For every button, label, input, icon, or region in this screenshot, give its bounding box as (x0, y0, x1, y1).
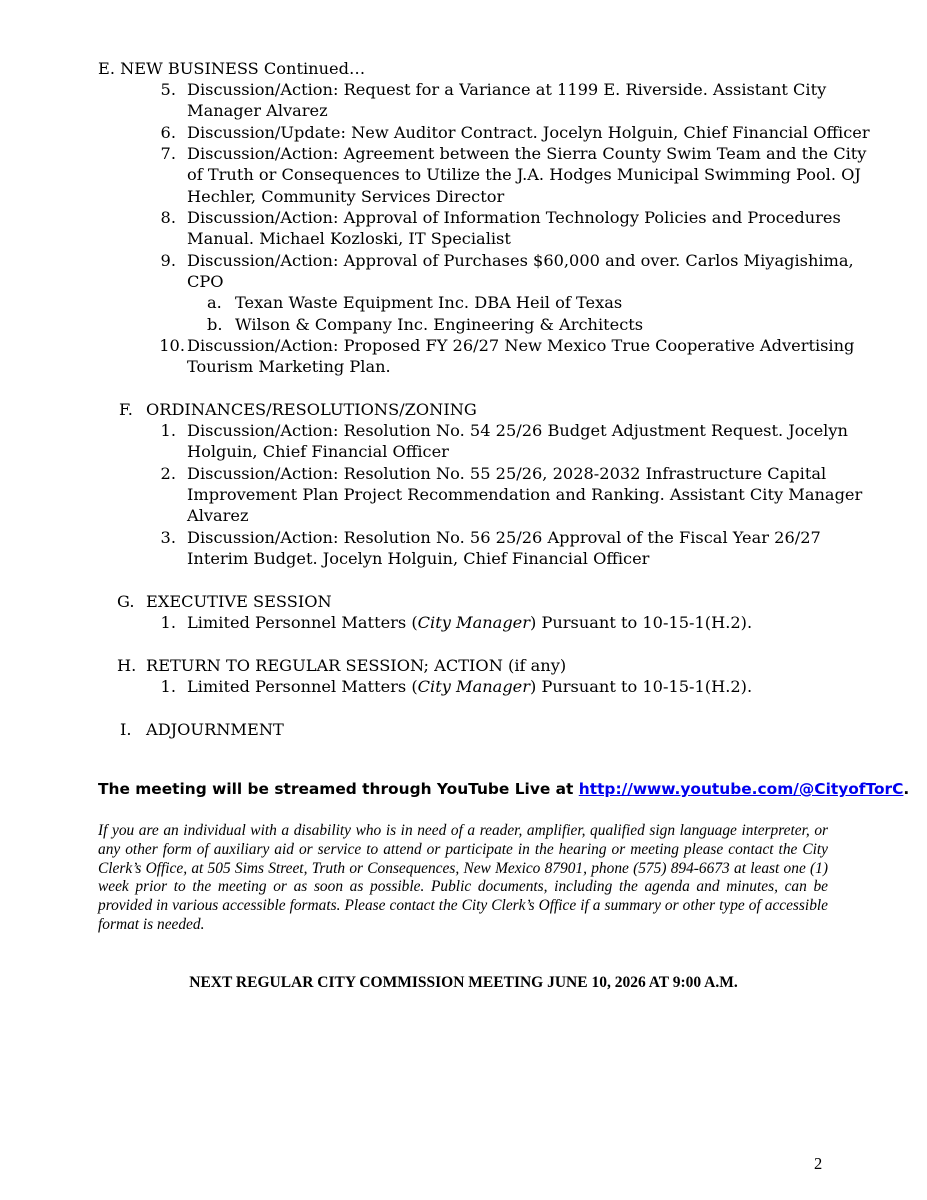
section-g-heading: EXECUTIVE SESSION (146, 592, 332, 611)
section-letter: F. (119, 400, 133, 419)
agenda-item-text: of Truth or Consequences to Utilize the J.A. Hodges Municipal Swimming Pool. OJ (187, 165, 861, 184)
agenda-item-text: CPO (187, 272, 224, 291)
item-number: 1. (160, 677, 176, 696)
item-number: 8. (160, 208, 176, 227)
item-number: 10. (159, 336, 185, 355)
item-number: 6. (160, 123, 176, 142)
agenda-item-text: Limited Personnel Matters (City Manager) Pursuant to 10-15-1(H.2). (187, 677, 753, 696)
agenda-item-text: Discussion/Action: Resolution No. 56 25/26 Approval of the Fiscal Year 26/27 (187, 528, 821, 547)
agenda-item-text: Discussion/Action: Proposed FY 26/27 New Mexico True Cooperative Advertising (187, 336, 855, 355)
section-letter: G. (117, 592, 135, 611)
section-e-heading: E. NEW BUSINESS Continued… (98, 59, 366, 78)
sub-item-text: Wilson & Company Inc. Engineering & Architects (235, 315, 644, 334)
section-i-heading: ADJOURNMENT (146, 720, 284, 739)
section-letter: I. (120, 720, 132, 739)
item-number: 1. (160, 613, 176, 632)
youtube-link[interactable]: http://www.youtube.com/@CityofTorC (578, 780, 904, 798)
page-number: 2 (814, 1154, 823, 1173)
agenda-item-text: Manual. Michael Kozloski, IT Specialist (187, 229, 511, 248)
agenda-item-text: Discussion/Action: Request for a Variance at 1199 E. Riverside. Assistant City (187, 80, 827, 99)
sub-item-letter: a. (207, 293, 222, 312)
item-number: 5. (160, 80, 176, 99)
section-h-heading: RETURN TO REGULAR SESSION; ACTION (if any) (146, 656, 567, 675)
section-f-heading: ORDINANCES/RESOLUTIONS/ZONING (146, 400, 477, 419)
agenda-item-text: Discussion/Action: Approval of Purchases $60,000 and over. Carlos Miyagishima, (187, 251, 854, 270)
accessibility-disclaimer: If you are an individual with a disability who is in need of a reader, amplifier, qualified sign language interpreter, or any other form of auxiliary aid or service to attend or participate in the hearing or meeting please contact the City Clerk’s Office, at 505 Sims Street, Truth or Consequences, New Mexico 87901, phone (575) 894-6673 at least one (1) week prior to the meeting or as soon as possible. Public documents, including the agenda and minutes, can be provided in various accessible formats. Please contact the City Clerk’s Office if a summary or other type of accessible format is needed. (98, 822, 828, 933)
item-number: 1. (160, 421, 176, 440)
agenda-item-text: Discussion/Update: New Auditor Contract. Jocelyn Holguin, Chief Financial Officer (187, 123, 870, 142)
sub-item-letter: b. (207, 315, 223, 334)
agenda-item-text: Alvarez (187, 506, 249, 525)
agenda-item-text: Tourism Marketing Plan. (187, 357, 391, 376)
stream-notice: The meeting will be streamed through YouTube Live at http://www.youtube.com/@CityofTorC. (98, 780, 910, 798)
section-letter: H. (117, 656, 137, 675)
agenda-item-text: Improvement Plan Project Recommendation and Ranking. Assistant City Manager (187, 485, 863, 504)
agenda-item-text: Discussion/Action: Approval of Information Technology Policies and Procedures (187, 208, 841, 227)
agenda-item-text: Limited Personnel Matters (City Manager) Pursuant to 10-15-1(H.2). (187, 613, 753, 632)
agenda-item-text: Discussion/Action: Agreement between the Sierra County Swim Team and the City (187, 144, 867, 163)
agenda-item-text: Discussion/Action: Resolution No. 55 25/26, 2028-2032 Infrastructure Capital (187, 464, 827, 483)
item-number: 7. (160, 144, 176, 163)
next-meeting-notice: NEXT REGULAR CITY COMMISSION MEETING JUNE 10, 2026 AT 9:00 A.M. (189, 974, 738, 991)
agenda-item-text: Interim Budget. Jocelyn Holguin, Chief Financial Officer (187, 549, 650, 568)
agenda-item-text: Manager Alvarez (187, 101, 328, 120)
agenda-item-text: Hechler, Community Services Director (187, 187, 505, 206)
item-number: 2. (160, 464, 176, 483)
sub-item-text: Texan Waste Equipment Inc. DBA Heil of Texas (235, 293, 623, 312)
agenda-item-text: Holguin, Chief Financial Officer (187, 442, 449, 461)
item-number: 3. (160, 528, 176, 547)
agenda-item-text: Discussion/Action: Resolution No. 54 25/26 Budget Adjustment Request. Jocelyn (187, 421, 848, 440)
item-number: 9. (160, 251, 176, 270)
